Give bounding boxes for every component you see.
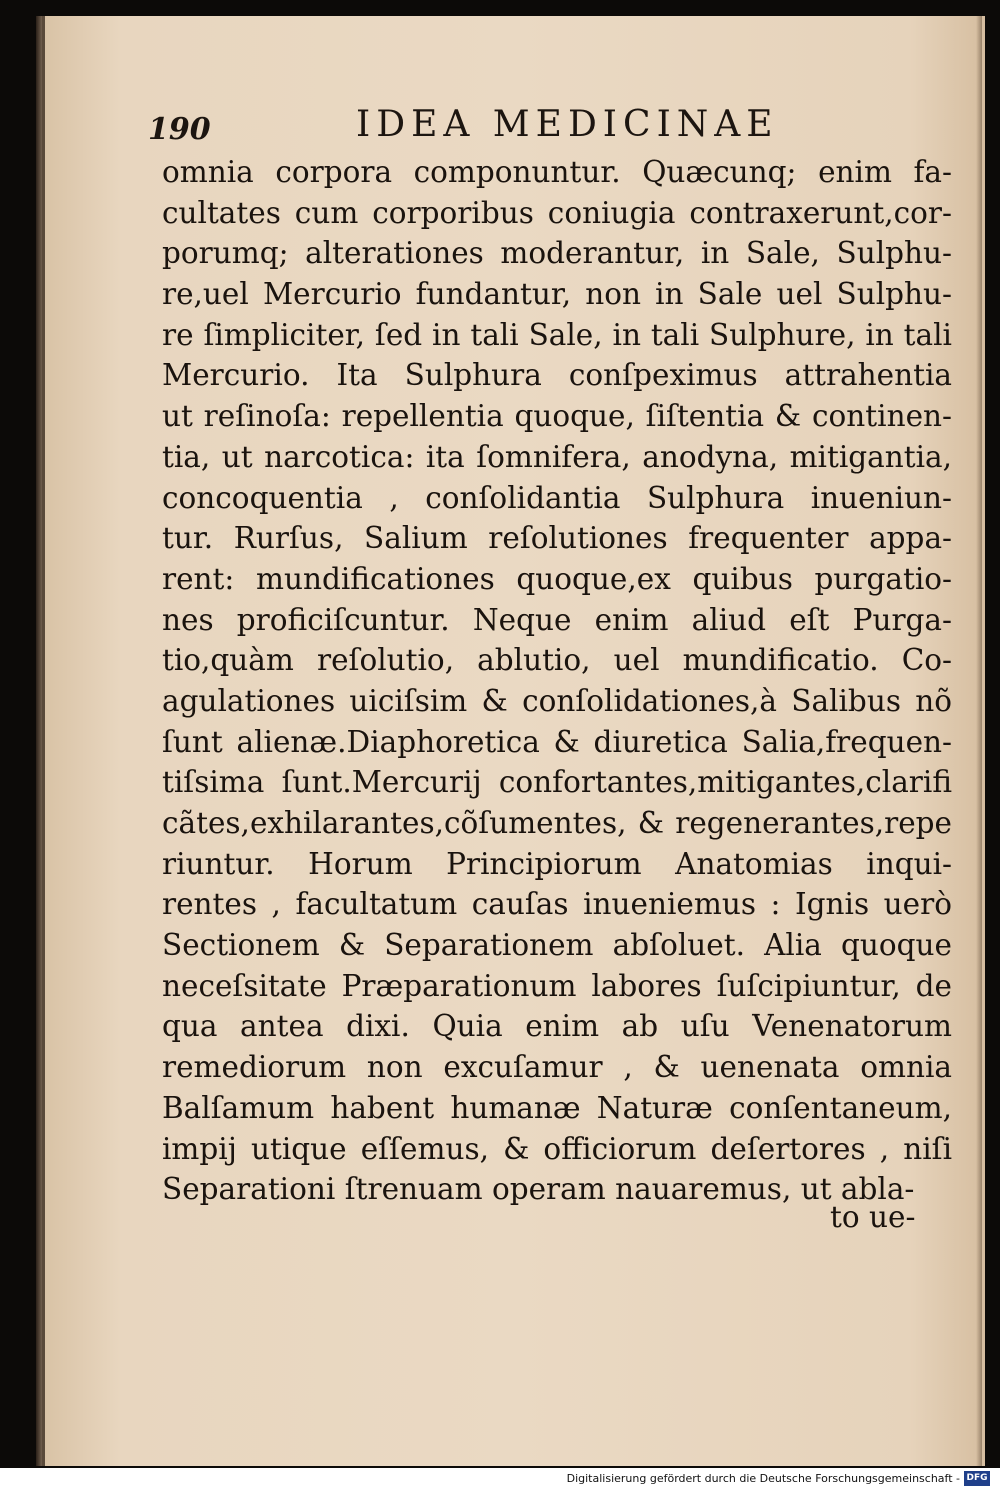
text-line: neceſsitate Præparationum labores ſuſcipiuntur, de bbox=[162, 968, 952, 1003]
text-line: Balſamum habent humanæ Naturæ conſentaneum, bbox=[162, 1090, 952, 1125]
text-line: rentes , facultatum cauſas inueniemus : Ignis uerò bbox=[162, 887, 952, 922]
text-line: agulationes uiciſsim & conſolidationes,à Salibus nõ bbox=[162, 683, 952, 718]
text-line: qua antea dixi. Quia enim ab uſu Venenatorum bbox=[162, 1009, 952, 1044]
page-number: 190 bbox=[148, 112, 211, 147]
text-line: ut reſinoſa: repellentia quoque, ſiſtentia & continen- bbox=[162, 399, 952, 434]
text-line: remediorum non excuſamur , & uenenata omnia bbox=[162, 1050, 952, 1085]
text-line: porumq; alterationes moderantur, in Sale, Sulphu- bbox=[162, 236, 952, 271]
text-line: riuntur. Horum Principiorum Anatomias inqui- bbox=[162, 846, 952, 881]
page-header bbox=[0, 100, 1000, 150]
text-line: nes proficiſcuntur. Neque enim aliud eſt Purga- bbox=[162, 602, 952, 637]
catchword: to ue- bbox=[830, 1200, 916, 1234]
body-text bbox=[162, 152, 952, 1210]
dfg-logo: DFG bbox=[964, 1471, 990, 1486]
funding-credit: Digitalisierung gefördert durch die Deutsche Forschungsgemeinschaft - bbox=[566, 1472, 960, 1485]
text-line: re ſimpliciter, ſed in tali Sale, in tali Sulphure, in tali bbox=[162, 317, 952, 352]
text-line: cultates cum corporibus coniugia contraxerunt,cor- bbox=[162, 195, 952, 230]
text-line: tia, ut narcotica: ita ſomnifera, anodyna, mitigantia, bbox=[162, 439, 952, 474]
text-line: impij utique eſſemus, & officiorum deſertores , niſi bbox=[162, 1131, 952, 1166]
text-line: Sectionem & Separationem abſoluet. Alia quoque bbox=[162, 928, 952, 963]
text-line: Mercurio. Ita Sulphura conſpeximus attrahentia bbox=[162, 358, 952, 393]
text-line: tio,quàm reſolutio, ablutio, uel mundificatio. Co- bbox=[162, 643, 952, 678]
running-title: IDEA MEDICINAE bbox=[356, 104, 779, 145]
text-line: cãtes,exhilarantes,cõſumentes, & regenerantes,repe bbox=[162, 806, 952, 840]
text-line: concoquentia , conſolidantia Sulphura inueniun- bbox=[162, 480, 952, 515]
text-line: re,uel Mercurio fundantur, non in Sale uel Sulphu- bbox=[162, 277, 952, 312]
text-line: ſunt alienæ.Diaphoretica & diuretica Salia,frequen- bbox=[162, 724, 952, 759]
text-line: Separationi ſtrenuam operam nauaremus, ut abla- bbox=[162, 1172, 915, 1207]
text-line: tur. Rurſus, Salium reſolutiones frequenter appa- bbox=[162, 521, 952, 556]
text-line: rent: mundificationes quoque,ex quibus purgatio- bbox=[162, 561, 952, 596]
page-right-shadow bbox=[976, 16, 982, 1466]
text-line: omnia corpora componuntur. Quæcunq; enim fa- bbox=[162, 155, 952, 189]
text-line: tiſsima ſunt.Mercurij confortantes,mitigantes,clarifi bbox=[162, 765, 952, 800]
footer-bar bbox=[0, 1468, 1000, 1490]
